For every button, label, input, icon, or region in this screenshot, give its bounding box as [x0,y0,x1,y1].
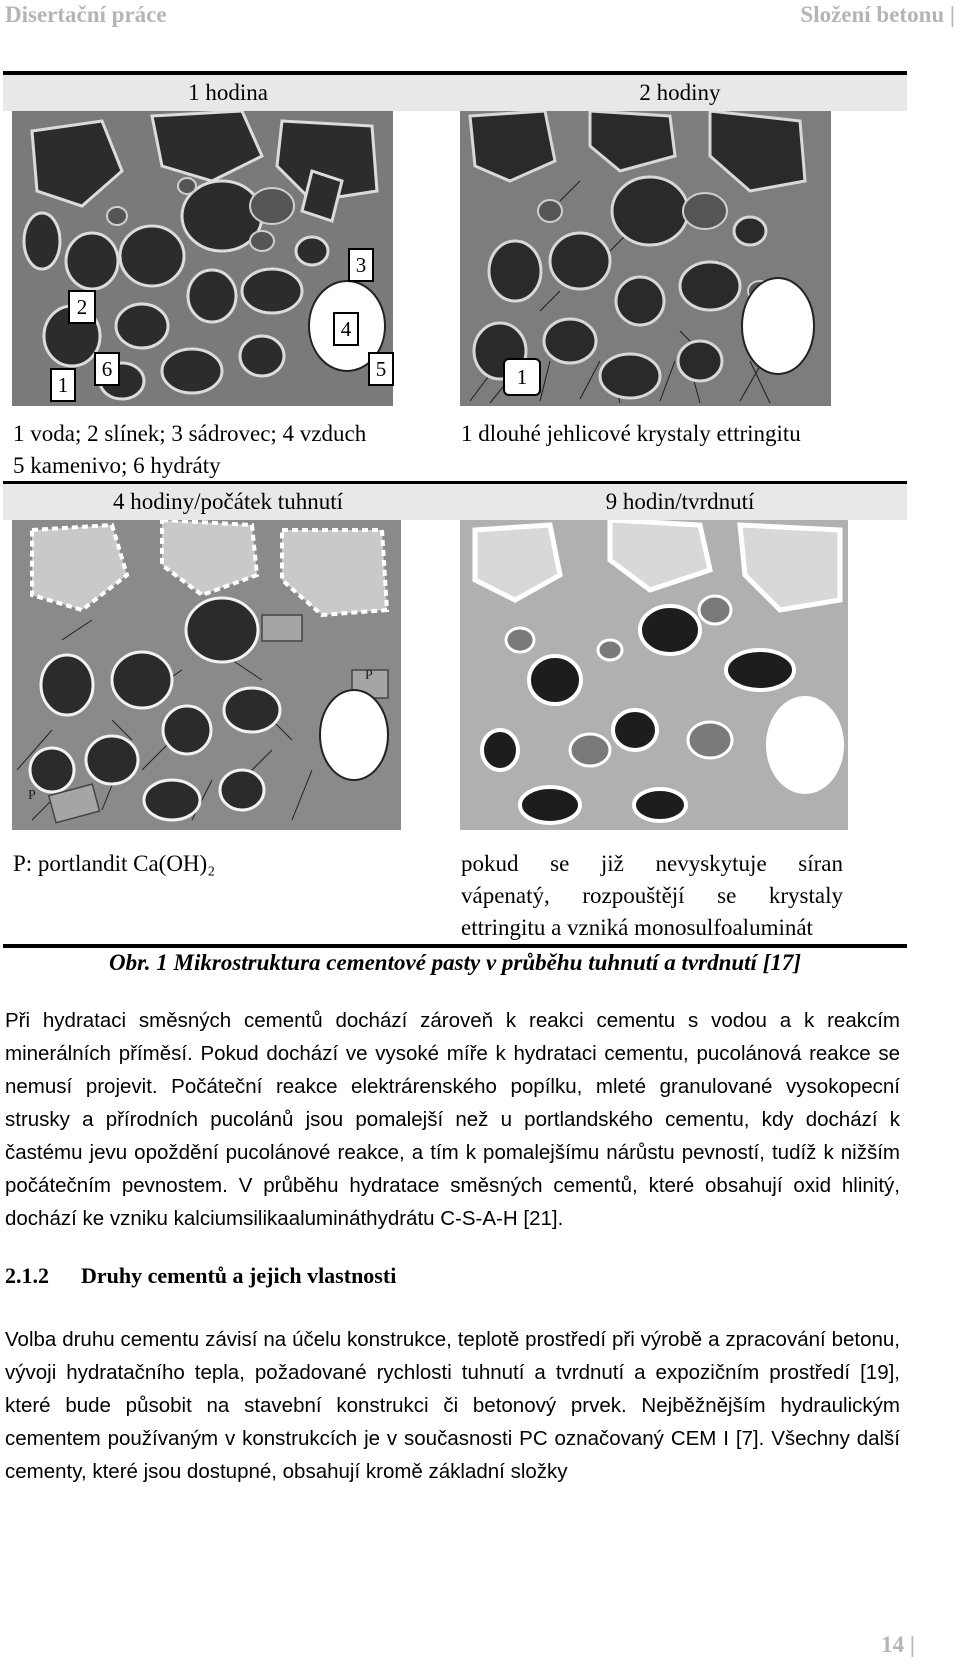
marker-6: 6 [94,352,120,386]
row1-right-title: 2 hodiny [639,80,721,105]
marker-5: 5 [368,352,394,386]
micrograph-4-hours [12,520,401,830]
row1-title-band [3,75,907,111]
row2-title-band [3,484,907,520]
row1-right-caption: 1 dlouhé jehlicové krystaly ettringitu [461,421,801,446]
section-number: 2.1.2 [5,1263,49,1288]
row2-right-title: 9 hodin/tvrdnutí [605,489,755,514]
marker-3: 3 [348,248,374,282]
marker-2: 2 [68,290,96,324]
marker-4: 4 [333,312,359,346]
section-title: Druhy cementů a jejich vlastnosti [81,1263,397,1288]
micrograph-9-hours [460,520,848,830]
row1-left-caption [13,418,433,482]
header-right-title: Složení betonu | [800,2,955,27]
row1-left-title: 1 hodina [188,80,268,105]
section-heading [5,1263,396,1289]
page-number: 14 | [881,1632,915,1657]
marker-p-bottom: P [28,788,36,803]
row1-left-caption-line2: 5 kamenivo; 6 hydráty [13,453,221,478]
row2-right-caption-line1: pokud se již nevyskytuje síran [461,851,843,876]
row2-right-caption-line3: ettringitu a vzniká monosulfoaluminát [461,915,813,940]
marker-ettringite: 1 [503,358,541,396]
marker-p-right: P [365,668,373,683]
row1-left-caption-line1: 1 voda; 2 slínek; 3 sádrovec; 4 vzduch [13,421,367,446]
figure-caption: Obr. 1 Mikrostruktura cementové pasty v průběhu tuhnutí a tvrdnutí [17] [108,950,802,975]
row2-right-caption-line2: vápenatý, rozpouštějí se krystaly [461,883,843,908]
micrograph-1-hour [12,111,393,406]
row2-right-caption [461,848,843,944]
paragraph-hydration: Při hydrataci směsných cementů dochází zároveň k reakci cementu s vodou a k reakcím minerálních příměsí. Pokud dochází ve vysoké míře k hydrataci cementu, pucolánová reakce se nemusí projevit. Počáteční reakce elektrárenského popílku, mleté granulované vysokopecní strusky a přírodních pucolánů jsou pomalejší než u portlandského cementu, kdy dochází k častému jevu opoždění pucolánové reakce, a tím k pomalejšímu nárůstu pevností, tudíž k nižším počátečním pevnostem. V průběhu hydratace směsných cementů, které obsahují oxid hlinitý, dochází ke vzniku kalciumsilikaalumináthydrátu C-S-A-H [21]. [5,1009,900,1230]
header-left-title: Disertační práce [5,2,167,27]
row2-left-title: 4 hodiny/počátek tuhnutí [113,489,343,514]
marker-1: 1 [50,368,76,402]
figure-bottom-rule [3,944,907,948]
row2-left-caption: P: portlandit Ca(OH)₂ [13,851,216,876]
running-header [5,0,955,30]
paragraph-cement-types: Volba druhu cementu závisí na účelu konstrukce, teplotě prostředí při výrobě a zpracování betonu, vývoji hydratačního tepla, požadované rychlosti tuhnutí a tvrdnutí a expozičním prostředí [19], které bude působit na stavební konstrukci či betonový prvek. Nejběžnějším hydraulickým cementem používaným v konstrukcích je v současnosti PC označovaný CEM I [7]. Všechny další cementy, které jsou dostupné, obsahují kromě základní složky [5,1328,900,1483]
